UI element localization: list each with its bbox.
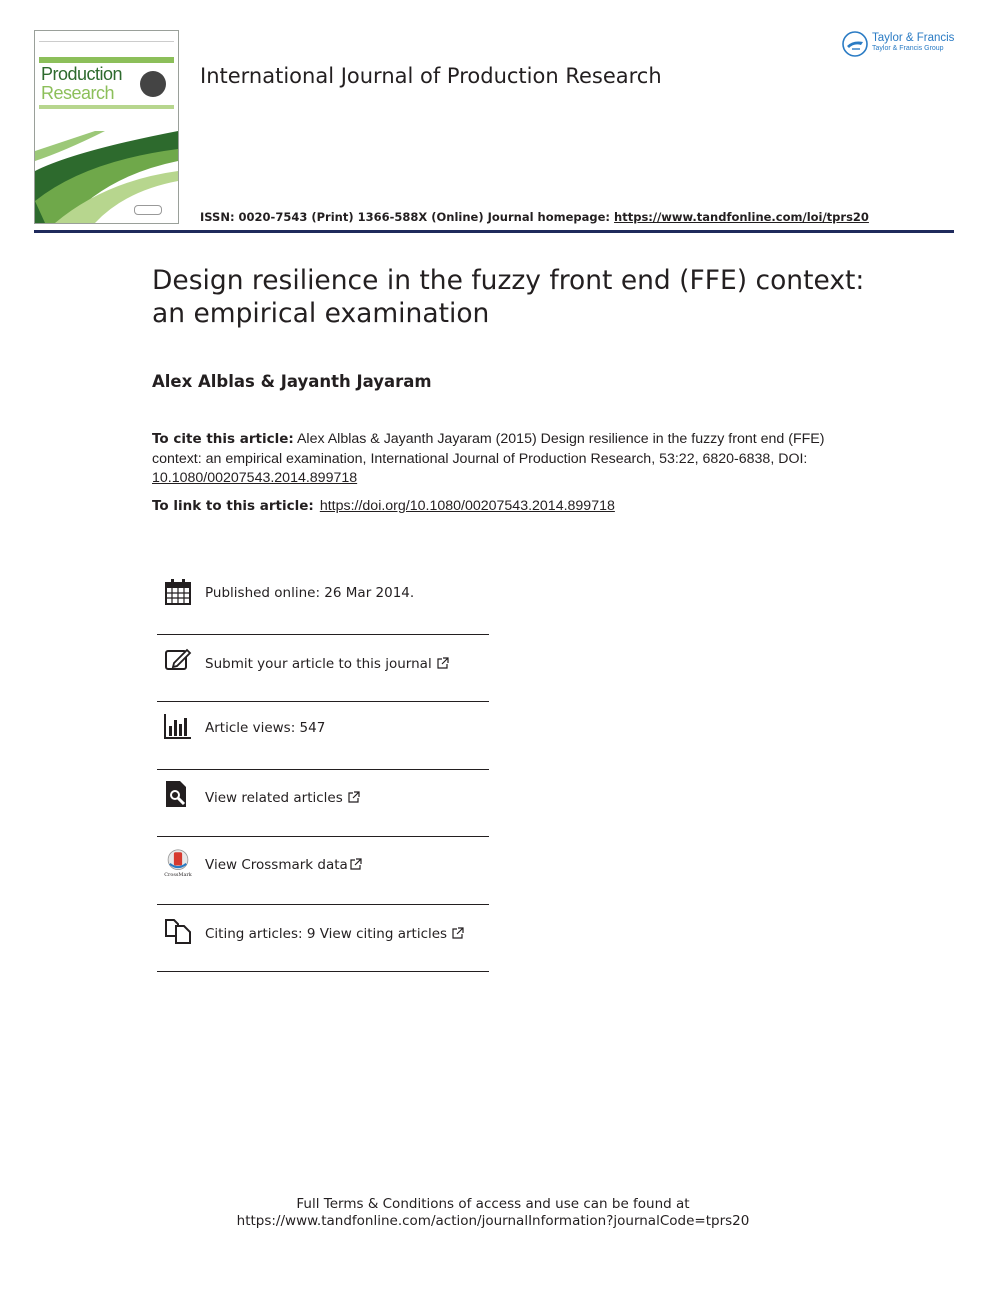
- journal-title[interactable]: International Journal of Production Research: [200, 64, 662, 88]
- citing-articles-label: Citing articles: 9 View citing articles: [205, 926, 448, 942]
- cover-band: [39, 57, 174, 63]
- citing-articles-link[interactable]: [205, 926, 464, 942]
- crossmark-link[interactable]: [205, 857, 362, 873]
- citing-documents-icon: [164, 916, 192, 944]
- external-link-icon: [348, 791, 360, 803]
- cover-top-strip: [39, 35, 174, 42]
- external-link-icon: [437, 657, 449, 669]
- footer-line1: Full Terms & Conditions of access and use can be found at: [296, 1196, 690, 1212]
- issn-text: ISSN: 0020-7543 (Print) 1366-588X (Online) Journal homepage:: [200, 210, 615, 224]
- taylor-francis-logo[interactable]: [841, 30, 956, 58]
- citation-doi-link[interactable]: 10.1080/00207543.2014.899718: [152, 470, 358, 486]
- citation-text: Alex Alblas & Jayanth Jayaram (2015) Design resilience in the fuzzy front end (FFE) context: an empirical examination, International Journal of Production Research, 53:22, 6820-6838, DOI:: [152, 431, 825, 467]
- issn-line: [200, 210, 869, 224]
- article-link-line: [152, 498, 615, 514]
- journal-homepage-link[interactable]: https://www.tandfonline.com/loi/tprs20: [614, 210, 869, 224]
- article-title: Design resilience in the fuzzy front end (FFE) context: an empirical examination: [152, 265, 865, 329]
- footer-terms-url[interactable]: https://www.tandfonline.com/action/journalInformation?journalCode=tprs20: [236, 1213, 750, 1229]
- taylor-francis-lamp-icon: [841, 30, 869, 58]
- info-row-published: [157, 568, 489, 635]
- info-row-submit[interactable]: [157, 635, 489, 702]
- terms-footer: [0, 1196, 986, 1230]
- cover-anniversary-badge: [140, 71, 166, 97]
- calendar-icon: [164, 578, 192, 606]
- info-row-related[interactable]: [157, 770, 489, 837]
- crossmark-logo-text: CrossMark: [164, 872, 192, 877]
- journal-cover-image: [34, 30, 179, 224]
- crossmark-icon: [164, 849, 192, 877]
- article-authors: Alex Alblas & Jayanth Jayaram: [152, 372, 432, 391]
- related-articles-label: View related articles: [205, 790, 343, 806]
- article-views: Article views: 547: [205, 720, 326, 736]
- cover-title-line2: Research: [41, 83, 115, 103]
- submit-article-link[interactable]: [205, 656, 449, 672]
- related-articles-link[interactable]: [205, 790, 360, 806]
- cover-publisher-mark: [134, 205, 162, 215]
- citation-block: [152, 430, 842, 489]
- article-doi-url[interactable]: https://doi.org/10.1080/00207543.2014.899718: [319, 498, 615, 514]
- header-rule: [34, 230, 954, 233]
- article-info-list: [157, 568, 489, 972]
- citation-label: To cite this article:: [152, 431, 294, 447]
- edit-icon: [164, 645, 192, 673]
- info-row-citing[interactable]: [157, 905, 489, 972]
- published-date: Published online: 26 Mar 2014.: [205, 585, 415, 601]
- publisher-group: Taylor & Francis Group: [872, 45, 944, 52]
- publisher-name: Taylor & Francis: [872, 32, 955, 44]
- cover-band-lower: [39, 105, 174, 109]
- document-search-icon: [164, 780, 192, 808]
- info-row-crossmark[interactable]: [157, 837, 489, 905]
- info-row-views: [157, 702, 489, 770]
- cover-title-line1: Production: [41, 64, 123, 84]
- bar-chart-icon: [164, 712, 192, 740]
- external-link-icon: [350, 858, 362, 870]
- external-link-icon: [452, 927, 464, 939]
- crossmark-label: View Crossmark data: [205, 857, 348, 873]
- submit-article-label: Submit your article to this journal: [205, 656, 432, 672]
- article-link-label: To link to this article:: [152, 498, 314, 514]
